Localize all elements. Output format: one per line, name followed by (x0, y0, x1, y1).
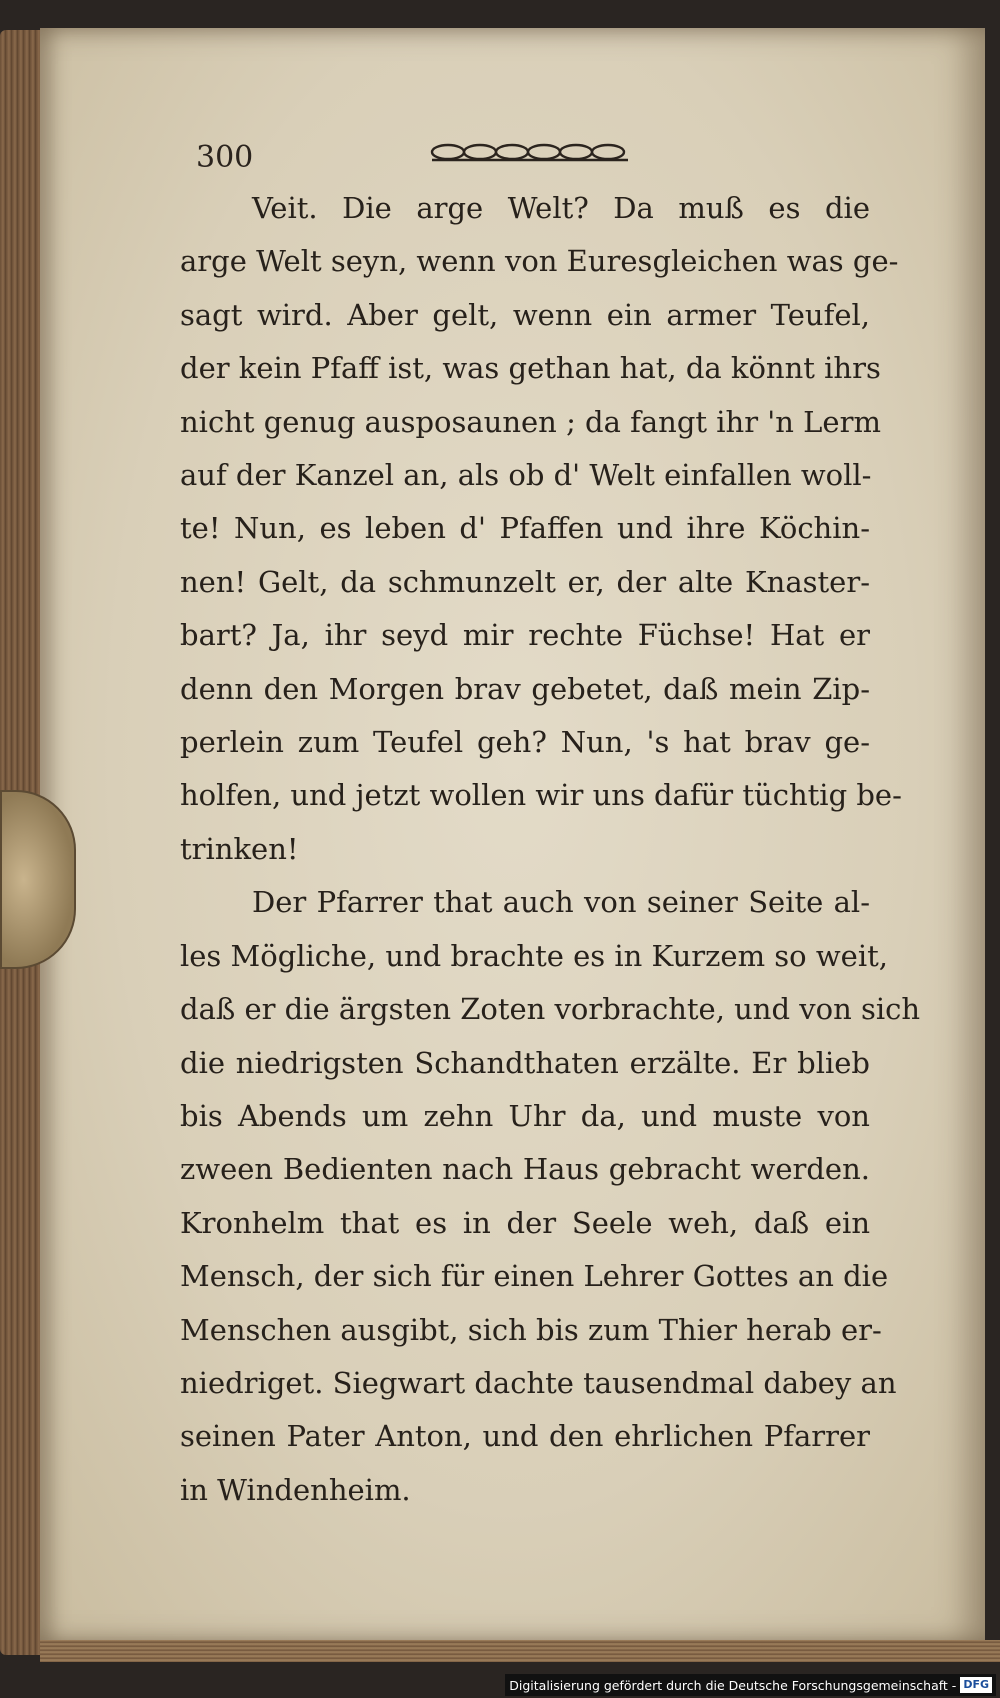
text-line: Veit. Die arge Welt? Da muß es die (252, 191, 870, 225)
text-line: bart? Ja, ihr seyd mir rechte Füchse! Hat er (180, 618, 870, 653)
bookmark-ribbon (0, 790, 76, 969)
text-line: denn den Morgen brav gebetet, daß mein Zip- (180, 671, 870, 706)
text-line: perlein zum Teufel geh? Nun, 's hat brav ge- (180, 725, 870, 760)
text-line: les Mögliche, und brachte es in Kurzem so weit, (180, 938, 888, 973)
footer-credit: Digitalisierung gefördert durch die Deutsche Forschungsgemeinschaft - (509, 1677, 957, 1693)
text-line: nicht genug ausposaunen ; da fangt ihr 'n Lerm (180, 404, 881, 439)
text-line: auf der Kanzel an, als ob d' Welt einfallen woll- (180, 458, 872, 493)
text-line: Kronhelm that es in der Seele weh, daß ein (180, 1205, 870, 1240)
text-line: Mensch, der sich für einen Lehrer Gottes an die (180, 1259, 889, 1294)
text-line: die niedrigsten Schandthaten erzälte. Er blieb (180, 1045, 870, 1080)
text-line: daß er die ärgsten Zoten vorbrachte, und von sich (180, 992, 921, 1027)
text-line: sagt wird. Aber gelt, wenn ein armer Teufel, (180, 297, 870, 332)
text-line: seinen Pater Anton, und den ehrlichen Pfarrer (180, 1419, 870, 1454)
digitization-footer (505, 1674, 996, 1696)
text-line: zween Bedienten nach Haus gebracht werden. (180, 1152, 870, 1187)
body-text (180, 182, 921, 1517)
text-line: nen! Gelt, da schmunzelt er, der alte Knaster- (180, 564, 870, 599)
text-line: Der Pfarrer that auch von seiner Seite al- (252, 885, 870, 920)
text-line: arge Welt seyn, wenn von Euresgleichen was ge- (180, 244, 899, 279)
text-line: te! Nun, es leben d' Pfaffen und ihre Köchin- (180, 511, 870, 546)
text-line: in Windenheim. (180, 1472, 411, 1507)
text-line: Menschen ausgibt, sich bis zum Thier herab er- (180, 1312, 882, 1347)
text-line: bis Abends um zehn Uhr da, und muste von (180, 1098, 870, 1133)
page-number: 300 (196, 140, 254, 175)
book-bottom-edge (40, 1640, 1000, 1662)
dfg-logo-icon: DFG (960, 1677, 992, 1693)
text-line: niedriget. Siegwart dachte tausendmal dabey an (180, 1365, 897, 1400)
text-line: holfen, und jetzt wollen wir uns dafür tüchtig be- (180, 778, 902, 813)
header-ornament-icon (428, 140, 638, 164)
text-line: trinken! (180, 831, 299, 866)
text-line: der kein Pfaff ist, was gethan hat, da könnt ihrs (180, 351, 881, 386)
